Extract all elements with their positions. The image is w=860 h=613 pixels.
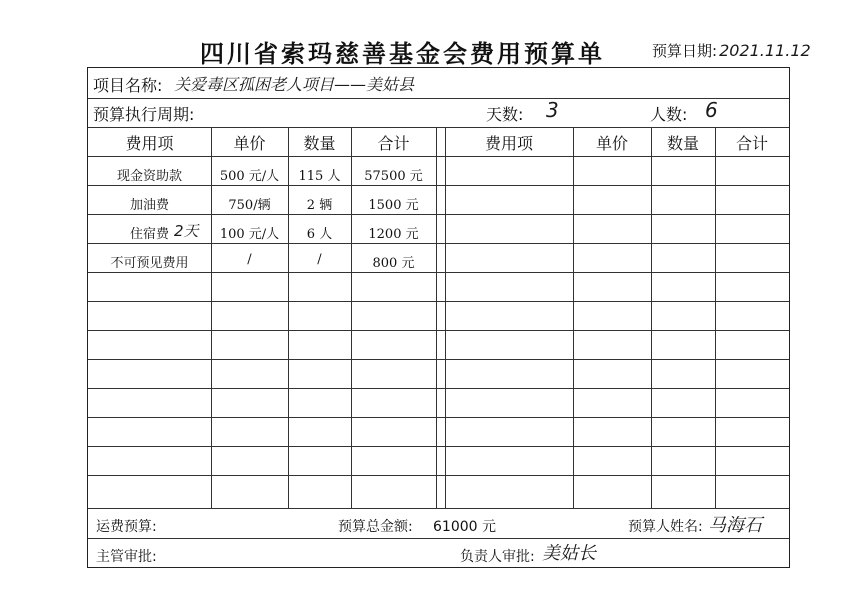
row-item: 加油费 (129, 198, 169, 213)
row-divider (88, 301, 789, 302)
header-left-item: 费用项 (125, 134, 174, 153)
column-divider (436, 127, 437, 508)
row-total: 1200 元 (368, 227, 419, 242)
budget-date-value: 2021.11.12 (719, 41, 811, 60)
preparer-label: 预算人姓名: (628, 519, 703, 535)
column-divider (651, 127, 652, 508)
period-label: 预算执行周期: (93, 105, 195, 124)
project-name-value: 关爱毒区孤困老人项目——美姑县 (174, 75, 415, 94)
row-divider (88, 214, 789, 215)
column-divider (351, 127, 352, 508)
days-label: 天数: (486, 105, 524, 124)
row-divider (88, 185, 789, 186)
column-divider (573, 127, 574, 508)
row-divider (88, 272, 789, 273)
row-divider (88, 538, 789, 539)
row-qty: / (317, 252, 322, 267)
header-right-qty: 数量 (666, 134, 699, 153)
row-divider (88, 359, 789, 360)
column-divider (288, 127, 289, 508)
project-name-label: 项目名称: (93, 76, 163, 95)
preparer-signature: 马海石 (708, 515, 762, 536)
row-qty: 6 人 (306, 227, 333, 242)
days-value: 3 (546, 98, 559, 122)
budget-date (652, 40, 811, 61)
row-item: 住宿费 (129, 227, 169, 242)
row-handwritten-note: 2天 (174, 222, 199, 240)
row-total: 1500 元 (368, 198, 419, 213)
row-price: 500 元/人 (219, 169, 280, 184)
row-divider (88, 127, 789, 128)
document-title: 四川省索玛慈善基金会费用预算单 (200, 40, 605, 68)
row-divider (88, 330, 789, 331)
header-left-price: 单价 (233, 134, 266, 153)
row-divider (88, 388, 789, 389)
row-divider (88, 417, 789, 418)
column-divider (211, 127, 212, 508)
responsible-approval-label: 负责人审批: (460, 549, 535, 565)
row-item: 现金资助款 (116, 169, 182, 184)
row-total: 800 元 (372, 256, 415, 271)
column-divider (715, 127, 716, 508)
header-right-item: 费用项 (484, 134, 533, 153)
row-total: 57500 元 (364, 169, 423, 184)
column-divider (445, 127, 446, 508)
header-right-price: 单价 (595, 134, 628, 153)
freight-budget-label: 运费预算: (96, 519, 157, 535)
row-item: 不可预见费用 (110, 256, 189, 271)
row-divider (88, 243, 789, 244)
row-divider (88, 98, 789, 99)
row-divider (88, 446, 789, 447)
total-amount-value: 61000 元 (433, 519, 496, 535)
header-left-qty: 数量 (303, 134, 336, 153)
header-left-total: 合计 (377, 134, 410, 153)
row-qty: 2 辆 (306, 198, 333, 213)
row-qty: 115 人 (298, 169, 341, 184)
row-price: 100 元/人 (219, 227, 280, 242)
row-divider (88, 508, 789, 509)
people-value: 6 (705, 98, 718, 122)
budget-date-label: 预算日期: (652, 42, 718, 60)
row-price: / (247, 252, 252, 267)
responsible-signature: 美姑长 (542, 543, 596, 564)
people-label: 人数: (650, 105, 688, 124)
supervisor-approval-label: 主管审批: (96, 549, 157, 565)
row-divider (88, 156, 789, 157)
header-right-total: 合计 (735, 134, 768, 153)
row-price: 750/辆 (228, 198, 271, 213)
row-divider (88, 475, 789, 476)
total-amount-label: 预算总金额: (338, 519, 413, 535)
